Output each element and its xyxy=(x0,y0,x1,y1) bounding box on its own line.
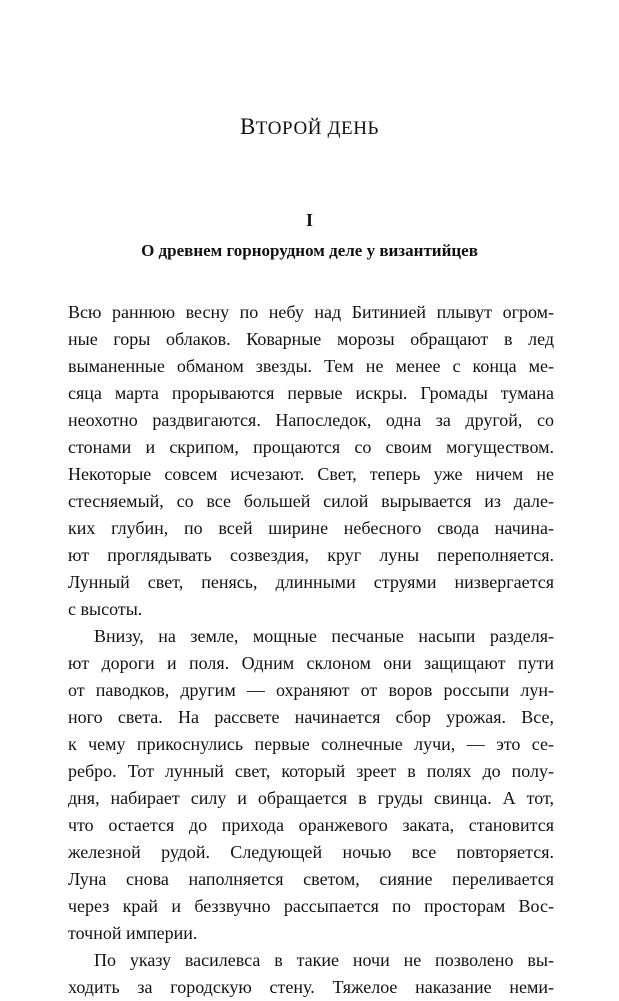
text-line: стесняемый, со все большей силой вырывается из далe- xyxy=(68,491,554,511)
chapter-title-rest: ТОРОЙ ДЕНЬ xyxy=(255,118,380,139)
text-line: через край и беззвучно рассыпается по просторам Вос- xyxy=(68,896,554,916)
text-line: стонами и скрипом, прощаются со своим могуществом. xyxy=(68,437,554,457)
text-line: ные горы облаков. Коварные морозы обращают в лед xyxy=(68,329,554,349)
text-line: Всю раннюю весну по небу над Битинией плывут огром- xyxy=(68,302,554,322)
text-line: неохотно раздвигаются. Напоследок, одна за другой, со xyxy=(68,410,554,430)
text-line: Некоторые совсем исчезают. Свет, теперь уже ничем не xyxy=(68,464,554,484)
text-line: от паводков, другим — охраняют от воров россыпи лун- xyxy=(68,680,554,700)
text-line: с высоты. xyxy=(68,599,143,619)
text-line: По указу василевса в такие ночи не позволено вы- xyxy=(94,950,554,970)
text-line: сяца марта прорываются первые искры. Громады тумана xyxy=(68,383,554,403)
text-line: ют проглядывать созвездия, круг луны переполняется. xyxy=(68,545,554,565)
chapter-title xyxy=(0,113,619,143)
text-line: железной рудой. Следующей ночью все повторяется. xyxy=(68,842,554,862)
text-line: ребро. Тот лунный свет, который зреет в полях до полу- xyxy=(68,761,554,781)
text-line: что остается до прихода оранжевого заката, становится xyxy=(68,815,554,835)
text-line: Лунный свет, пенясь, длинными струями низвергается xyxy=(68,572,554,592)
text-line: к чему прикоснулись первые солнечные лучи, — это се- xyxy=(68,734,554,754)
text-line: ких глубин, по всей ширине небесного свода начина- xyxy=(68,518,554,538)
text-line: дня, набирает силу и обращается в груды свинца. А тот, xyxy=(68,788,554,808)
text-line: выманенные обманом звезды. Тем не менее с конца ме- xyxy=(68,356,554,376)
text-line: ходить за городскую стену. Тяжелое наказание неми- xyxy=(68,977,554,997)
body-text xyxy=(68,299,554,1001)
text-line: ют дороги и поля. Одним склоном они защищают пути xyxy=(68,653,554,673)
text-line: Луна снова наполняется светом, сияние переливается xyxy=(68,869,554,889)
chapter-title-initial: В xyxy=(239,114,256,139)
text-line: точной империи. xyxy=(68,923,198,943)
text-line: ного света. На рассвете начинается сбор урожая. Все, xyxy=(68,707,554,727)
section-number: I xyxy=(305,210,313,230)
section-title: О древнем горнорудном деле у византийцев xyxy=(141,241,478,260)
text-line: Внизу, на земле, мощные песчаные насыпи разделя- xyxy=(94,626,554,646)
